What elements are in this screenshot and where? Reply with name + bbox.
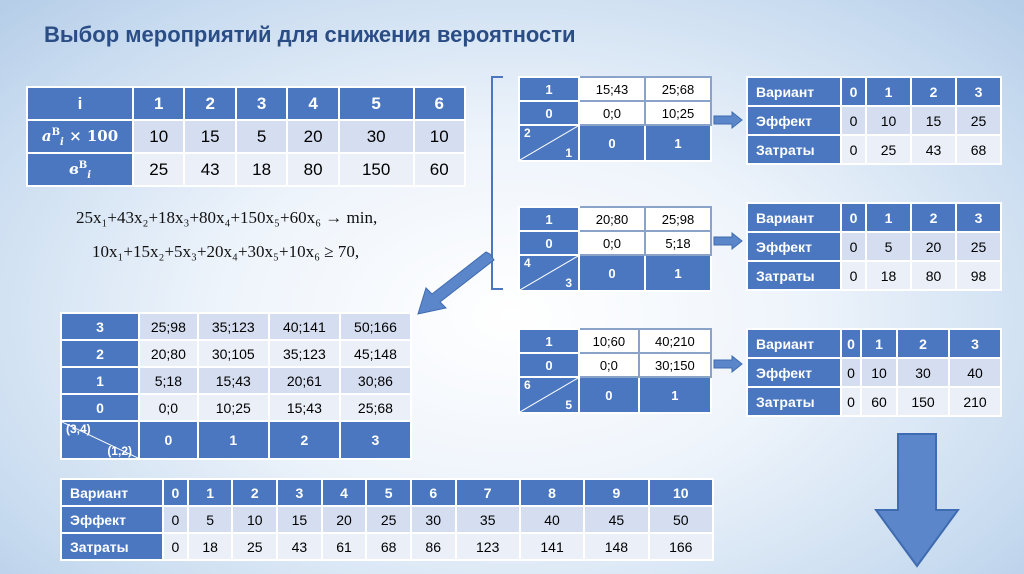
pair-col: 1 bbox=[639, 377, 711, 413]
cost-cell: 148 bbox=[584, 533, 648, 560]
corner-top: 2 bbox=[524, 126, 531, 140]
variant-col: 3 bbox=[956, 203, 1001, 232]
corner-top: 6 bbox=[524, 378, 531, 392]
variant-col: 0 bbox=[841, 329, 861, 358]
mid-corner bbox=[61, 421, 139, 459]
pair-cell: 15;43 bbox=[579, 77, 645, 101]
cost-cell: 18 bbox=[188, 533, 233, 560]
mid-row-label: 3 bbox=[61, 313, 139, 340]
pair-cell: 10;60 bbox=[579, 329, 639, 353]
mid-cell: 40;141 bbox=[269, 313, 340, 340]
page-title: Выбор мероприятий для снижения вероятности bbox=[44, 22, 576, 47]
param-col: 1 bbox=[133, 87, 184, 120]
effect-cell: 15 bbox=[911, 106, 956, 135]
pair-cell: 0;0 bbox=[579, 231, 645, 255]
param-cell: 30 bbox=[339, 120, 414, 153]
mid-cell: 0;0 bbox=[139, 394, 198, 421]
cost-cell: 60 bbox=[861, 387, 897, 416]
arrow-right-icon bbox=[712, 111, 744, 129]
effect-cell: 30 bbox=[897, 358, 949, 387]
effect-label: Эффект bbox=[747, 106, 841, 135]
param-cell: 5 bbox=[236, 120, 287, 153]
pair-row-label: 0 bbox=[519, 101, 579, 125]
mid-cell: 30;105 bbox=[198, 340, 269, 367]
mid-cell: 25;68 bbox=[340, 394, 411, 421]
param-col: 5 bbox=[339, 87, 414, 120]
variant-table-3 bbox=[746, 328, 1002, 417]
mid-col: 1 bbox=[198, 421, 269, 459]
effect-cell: 0 bbox=[841, 358, 861, 387]
final-variant-table bbox=[60, 478, 714, 561]
mid-cell: 45;148 bbox=[340, 340, 411, 367]
pair-row-label: 0 bbox=[519, 353, 579, 377]
pair-cell: 0;0 bbox=[579, 353, 639, 377]
effect-cell: 10 bbox=[861, 358, 897, 387]
pair-cell: 30;150 bbox=[639, 353, 711, 377]
param-col: 6 bbox=[414, 87, 465, 120]
pair-table-3 bbox=[518, 328, 712, 414]
cost-cell: 210 bbox=[949, 387, 1001, 416]
variant-table-1 bbox=[746, 76, 1002, 165]
mid-cell: 35;123 bbox=[198, 313, 269, 340]
effect-label: Эффект bbox=[747, 232, 841, 261]
mid-cell: 5;18 bbox=[139, 367, 198, 394]
formula-constraint: 10x₁+15x₂+5x₃+20x₄+30x₅+10x₆ ≥ 70, bbox=[92, 242, 360, 261]
cost-label: Затраты bbox=[747, 135, 841, 164]
cost-cell: 0 bbox=[841, 387, 861, 416]
pair-col: 1 bbox=[645, 255, 711, 291]
big-col: 4 bbox=[322, 479, 367, 506]
corner-top: 4 bbox=[524, 256, 531, 270]
variant-col: 2 bbox=[911, 77, 956, 106]
mid-row-label: 1 bbox=[61, 367, 139, 394]
big-col: 0 bbox=[163, 479, 188, 506]
corner-bottom: 3 bbox=[565, 276, 572, 290]
effect-cell: 50 bbox=[649, 506, 713, 533]
mid-cell: 15;43 bbox=[269, 394, 340, 421]
param-col: 2 bbox=[184, 87, 235, 120]
param-cell: 25 bbox=[133, 153, 184, 186]
big-col: 8 bbox=[520, 479, 584, 506]
mid-cell: 20;80 bbox=[139, 340, 198, 367]
effect-cell: 25 bbox=[366, 506, 411, 533]
mid-row-label: 2 bbox=[61, 340, 139, 367]
big-col: 5 bbox=[366, 479, 411, 506]
pair-cell: 5;18 bbox=[645, 231, 711, 255]
effect-cell: 35 bbox=[456, 506, 520, 533]
param-cell: 80 bbox=[287, 153, 338, 186]
variant-col: 0 bbox=[841, 77, 866, 106]
big-col: 9 bbox=[584, 479, 648, 506]
param-cell: 150 bbox=[339, 153, 414, 186]
cost-label: Затраты bbox=[61, 533, 163, 560]
variant-label: Вариант bbox=[61, 479, 163, 506]
big-col: 2 bbox=[232, 479, 277, 506]
param-cell: 10 bbox=[414, 120, 465, 153]
variant-col: 0 bbox=[841, 203, 866, 232]
param-col: 4 bbox=[287, 87, 338, 120]
pair-cell: 25;98 bbox=[645, 207, 711, 231]
variant-label: Вариант bbox=[747, 203, 841, 232]
pair-row-label: 1 bbox=[519, 329, 579, 353]
mid-cell: 30;86 bbox=[340, 367, 411, 394]
mid-col: 3 bbox=[340, 421, 411, 459]
big-col: 10 bbox=[649, 479, 713, 506]
variant-label: Вариант bbox=[747, 77, 841, 106]
cost-cell: 80 bbox=[911, 261, 956, 290]
mid-row-label: 0 bbox=[61, 394, 139, 421]
cost-cell: 68 bbox=[956, 135, 1001, 164]
variant-col: 3 bbox=[956, 77, 1001, 106]
pair-table-1 bbox=[518, 76, 712, 162]
param-cell: 60 bbox=[414, 153, 465, 186]
cost-cell: 123 bbox=[456, 533, 520, 560]
mid-cell: 35;123 bbox=[269, 340, 340, 367]
pair-col: 1 bbox=[645, 125, 711, 161]
effect-cell: 40 bbox=[520, 506, 584, 533]
arrow-down-icon bbox=[872, 432, 962, 570]
pair-cell: 40;210 bbox=[639, 329, 711, 353]
cost-cell: 68 bbox=[366, 533, 411, 560]
pair-row-label: 1 bbox=[519, 207, 579, 231]
cost-cell: 141 bbox=[520, 533, 584, 560]
param-cell: 10 bbox=[133, 120, 184, 153]
cost-cell: 0 bbox=[841, 261, 866, 290]
effect-cell: 15 bbox=[277, 506, 322, 533]
effect-cell: 20 bbox=[322, 506, 367, 533]
effect-cell: 30 bbox=[411, 506, 456, 533]
pair-cell: 25;68 bbox=[645, 77, 711, 101]
param-cell: 15 bbox=[184, 120, 235, 153]
effect-cell: 10 bbox=[232, 506, 277, 533]
effect-label: Эффект bbox=[747, 358, 841, 387]
pair-corner bbox=[519, 377, 579, 413]
pair-cell: 10;25 bbox=[645, 101, 711, 125]
effect-cell: 0 bbox=[841, 106, 866, 135]
cost-cell: 61 bbox=[322, 533, 367, 560]
big-col: 6 bbox=[411, 479, 456, 506]
cost-cell: 86 bbox=[411, 533, 456, 560]
arrow-right-icon bbox=[712, 355, 744, 373]
arrow-right-icon bbox=[712, 232, 744, 250]
mid-cell: 15;43 bbox=[198, 367, 269, 394]
pair-table-2 bbox=[518, 206, 712, 292]
corner-bottom: 1 bbox=[565, 146, 572, 160]
pair-col: 0 bbox=[579, 255, 645, 291]
variant-label: Вариант bbox=[747, 329, 841, 358]
mid-col: 0 bbox=[139, 421, 198, 459]
effect-cell: 5 bbox=[866, 232, 911, 261]
corner-bottom: 5 bbox=[565, 398, 572, 412]
variant-col: 2 bbox=[911, 203, 956, 232]
combined-table bbox=[60, 312, 412, 460]
cost-cell: 43 bbox=[911, 135, 956, 164]
pair-corner bbox=[519, 255, 579, 291]
effect-cell: 5 bbox=[188, 506, 233, 533]
formula-objective: 25x₁+43x₂+18x₃+80x₄+150x₅+60x₆ → min, bbox=[76, 208, 378, 227]
pair-row-label: 0 bbox=[519, 231, 579, 255]
effect-cell: 0 bbox=[841, 232, 866, 261]
variant-col: 2 bbox=[897, 329, 949, 358]
effect-cell: 25 bbox=[956, 106, 1001, 135]
cost-cell: 166 bbox=[649, 533, 713, 560]
variant-table-2 bbox=[746, 202, 1002, 291]
cost-cell: 98 bbox=[956, 261, 1001, 290]
pair-col: 0 bbox=[579, 377, 639, 413]
mid-cell: 50;166 bbox=[340, 313, 411, 340]
cost-cell: 25 bbox=[866, 135, 911, 164]
param-row-b-label: $в^В_i$ bbox=[27, 153, 133, 186]
cost-label: Затраты bbox=[747, 387, 841, 416]
big-col: 7 bbox=[456, 479, 520, 506]
cost-cell: 25 bbox=[232, 533, 277, 560]
arrow-down-left-icon bbox=[412, 250, 496, 320]
effect-cell: 20 bbox=[911, 232, 956, 261]
effect-label: Эффект bbox=[61, 506, 163, 533]
effect-cell: 10 bbox=[866, 106, 911, 135]
pair-cell: 20;80 bbox=[579, 207, 645, 231]
param-header-i: i bbox=[27, 87, 133, 120]
corner-top: (3,4) bbox=[66, 422, 91, 436]
cost-cell: 0 bbox=[163, 533, 188, 560]
effect-cell: 40 bbox=[949, 358, 1001, 387]
mid-cell: 25;98 bbox=[139, 313, 198, 340]
param-cell: 20 bbox=[287, 120, 338, 153]
variant-col: 1 bbox=[861, 329, 897, 358]
big-col: 1 bbox=[188, 479, 233, 506]
pair-row-label: 1 bbox=[519, 77, 579, 101]
cost-cell: 150 bbox=[897, 387, 949, 416]
mid-cell: 20;61 bbox=[269, 367, 340, 394]
param-col: 3 bbox=[236, 87, 287, 120]
cost-label: Затраты bbox=[747, 261, 841, 290]
mid-col: 2 bbox=[269, 421, 340, 459]
param-cell: 43 bbox=[184, 153, 235, 186]
cost-cell: 0 bbox=[841, 135, 866, 164]
corner-bottom: (1,2) bbox=[107, 444, 132, 458]
param-cell: 18 bbox=[236, 153, 287, 186]
variant-col: 3 bbox=[949, 329, 1001, 358]
mid-cell: 10;25 bbox=[198, 394, 269, 421]
pair-cell: 0;0 bbox=[579, 101, 645, 125]
variant-col: 1 bbox=[866, 77, 911, 106]
parameter-table bbox=[26, 86, 466, 187]
param-row-a-label: $a^В_i \times 100$ bbox=[27, 120, 133, 153]
pair-corner bbox=[519, 125, 579, 161]
effect-cell: 0 bbox=[163, 506, 188, 533]
effect-cell: 45 bbox=[584, 506, 648, 533]
pair-col: 0 bbox=[579, 125, 645, 161]
effect-cell: 25 bbox=[956, 232, 1001, 261]
big-col: 3 bbox=[277, 479, 322, 506]
cost-cell: 43 bbox=[277, 533, 322, 560]
cost-cell: 18 bbox=[866, 261, 911, 290]
variant-col: 1 bbox=[866, 203, 911, 232]
